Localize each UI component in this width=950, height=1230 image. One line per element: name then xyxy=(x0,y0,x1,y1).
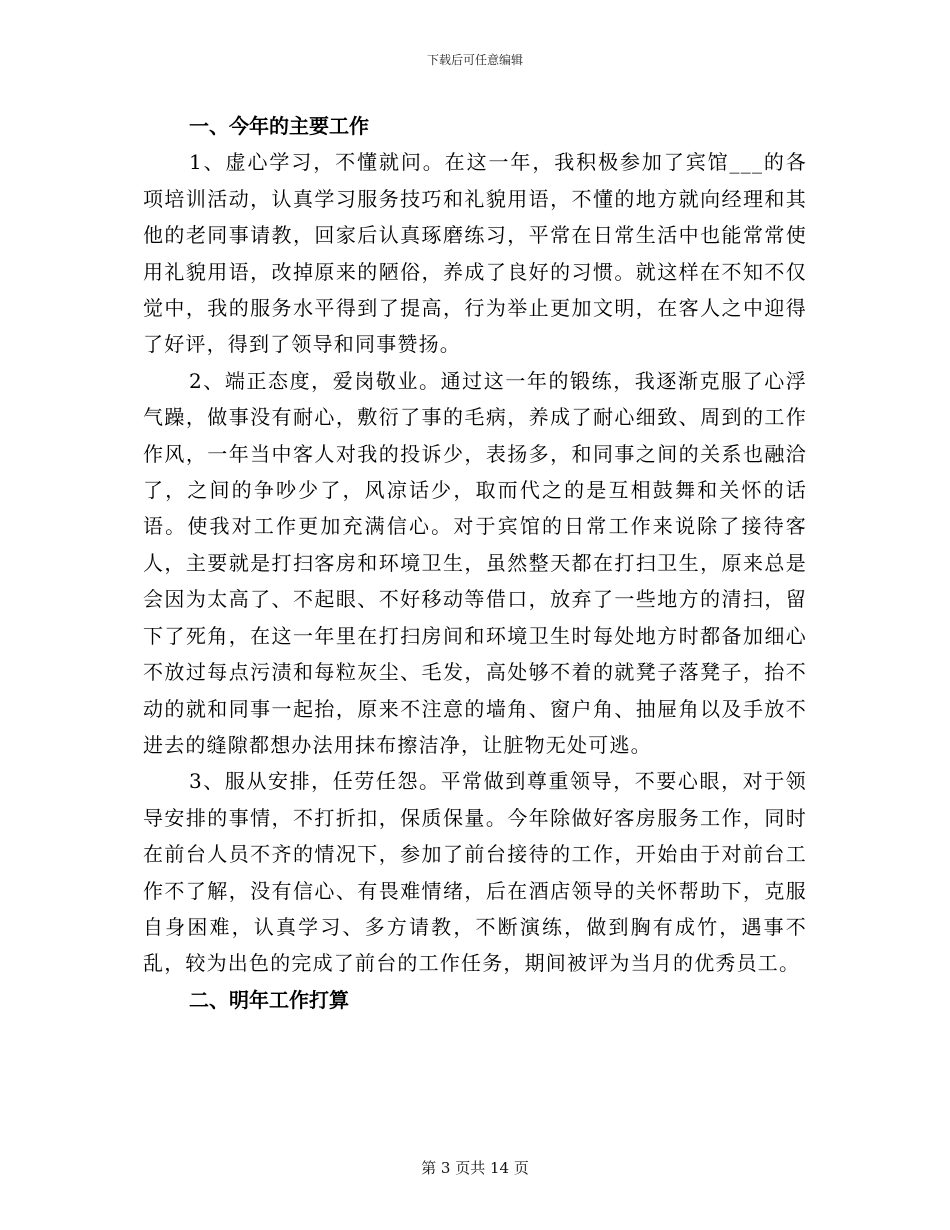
page-number-footer: 第 3 页共 14 页 xyxy=(421,1159,529,1177)
paragraph-2: 2、端正态度，爱岗敬业。通过这一年的锻练，我逐渐克服了心浮气躁，做事没有耐心，敷衍了事的毛病，养成了耐心细致、周到的工作作风，一年当中客人对我的投诉少，表扬多，和同事之间的关系也融洽了，之间的争吵少了，风凉话少，取而代之的是互相鼓舞和关怀的话语。使我对工作更加充满信心。对于宾馆的日常工作来说除了接待客人，主要就是打扫客房和环境卫生，虽然整天都在打扫卫生，原来总是会因为太高了、不起眼、不好移动等借口，放弃了一些地方的清扫，留下了死角，在这一年里在打扫房间和环境卫生时每处地方时都备加细心不放过每点污渍和每粒灰尘、毛发，高处够不着的就凳子落凳子，抬不动的就和同事一起抬，原来不注意的墙角、窗户角、抽屉角以及手放不进去的缝隙都想办法用抹布擦洁净，让脏物无处可逃。 xyxy=(143,368,807,757)
paragraph-3: 3、服从安排，任劳任怨。平常做到尊重领导，不要心眼，对于领导安排的事情，不打折扣，保质保量。今年除做好客房服务工作，同时在前台人员不齐的情况下，参加了前台接待的工作，开始由于对前台工作不了解，没有信心、有畏难情绪，后在酒店领导的关怀帮助下，克服自身困难，认真学习、多方请教，不断演练，做到胸有成竹，遇事不乱，较为出色的完成了前台的工作任务，期间被评为当月的优秀员工。 xyxy=(143,769,807,976)
page-header: 下载后可任意编辑 xyxy=(426,53,523,67)
paragraph-1: 1、虚心学习，不懂就问。在这一年，我积极参加了宾馆___的各项培训活动，认真学习服务技巧和礼貌用语，不懂的地方就向经理和其他的老同事请教，回家后认真琢磨练习，平常在日常生活中也能常常使用礼貌用语，改掉原来的陋俗，养成了良好的习惯。就这样在不知不仅觉中，我的服务水平得到了提高，行为举止更加文明，在客人之中迎得了好评，得到了领导和同事赞扬。 xyxy=(143,150,807,357)
document-body xyxy=(143,108,807,1018)
section-heading-2: 二、明年工作打算 xyxy=(189,987,349,1012)
section-heading-1: 一、今年的主要工作 xyxy=(189,114,369,138)
